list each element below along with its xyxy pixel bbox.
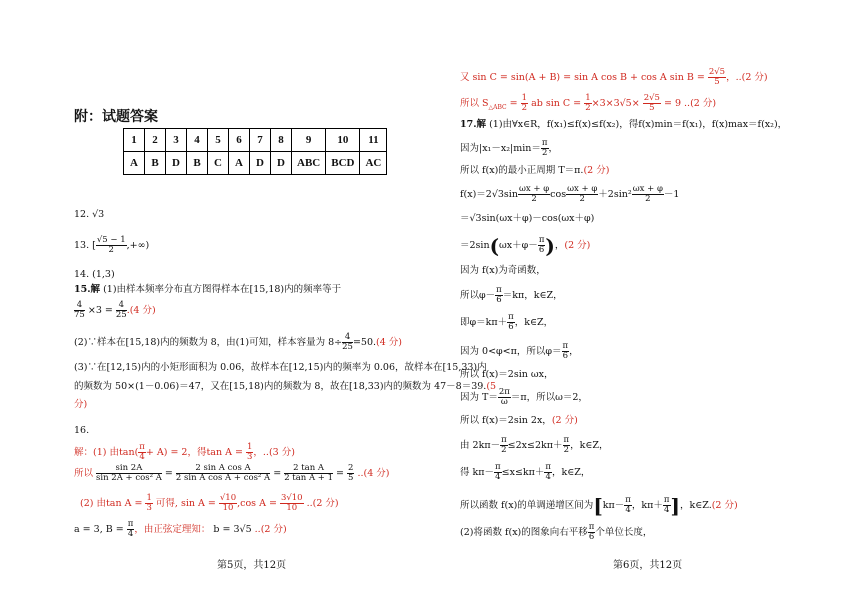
answer-13-num: √5 − 1 [96,235,126,245]
q17-line2 [460,139,558,158]
q17-line2-frac [541,139,549,158]
q17-line16-points: (2 分) [711,500,738,511]
q17-line12-den: ω [500,397,508,407]
q17-line6-a: ＝2sin [460,240,490,251]
answer-16-s2-den: 2 sin A cos A + cos² A [175,473,271,483]
right-area-result: = 9 ..(2 分) [663,98,717,109]
q17-line6-den: 6 [538,245,545,255]
answer-15-frac3 [342,333,353,352]
q17-line15-frac1 [494,463,502,482]
right-paren-icon: ) [545,233,555,258]
q17-line17-num: π [588,522,595,532]
right-sinC-frac [708,68,726,87]
answer-table-answer-cell: AC [360,152,387,175]
right-line-area [460,94,716,114]
answer-table-number-cell: 9 [292,129,326,152]
answer-16-part2 [80,494,339,513]
answer-15-points1: .(4 分) [126,305,156,316]
answer-16-sin-frac [219,494,237,513]
answer-16-part2-a: (2) 由tan A = [80,498,143,509]
right-area-half-num: 1 [521,93,528,103]
q17-line11: 所以 f(x)＝2sin ωx， [460,369,554,380]
answer-16-s1-den: sin 2A + cos² A [96,473,162,483]
q17-line15-f2-den: 4 [545,472,551,482]
answer-15-part1-text: (1)由样本频率分布直方图得样本在[15,18)内的频率等于 [103,284,342,295]
answer-16-sides-b: ，由正弦定理知： [134,524,211,535]
right-area-sinC [643,94,661,113]
answer-16-s3-num: 2 tan A [284,464,333,474]
right-area-so: 所以 S [460,98,489,109]
answer-16-frac-s3 [284,464,333,483]
q17-line16-d: ，k∈Z. [679,500,712,511]
q17-line14-c: ，k∈Z， [570,440,609,451]
q17-line8-frac [495,286,503,305]
answer-table-answer-cell: ABC [292,152,326,175]
answers-title: 附：试题答案 [74,109,158,125]
answer-16-part1-calc: 所以 $\frac{\sin 2A}{\text{sin 2A + cos² A}}$ = $\frac{\text{2 sin A cos A}}{\text{2 sin A cos A + cos² A}}$ = $\frac{\text{2 tan A}}{\text{2 tan A + 1}}$ = $\frac{2}{5}$ ..(4 分) [74,463,390,483]
answer-15-frac1 [74,301,85,320]
answer-16-part1 [74,443,295,462]
q17-line9-num: π [508,312,514,322]
q17-line2-a: 因为|x₁－x₂|min＝ [460,143,541,154]
q17-line16-b: kπ－ [602,500,625,511]
right-area-product: ×3×3√5× [591,98,640,109]
q17-line3-text: 所以 f(x)的最小正周期 T＝π. [460,165,584,176]
answer-16-so: 所以 [74,468,94,479]
q17-line7: 因为 f(x)为奇函数， [460,265,546,276]
answer-16-part2-d: ..(2 分) [306,498,339,509]
right-area-eq: = [509,98,518,109]
q17-line4-f1-num: ωx + φ [518,184,550,194]
q17-line10-num: π [562,341,569,351]
answer-table-answer-cell: B [145,152,166,175]
right-sinC-den: 5 [714,77,720,87]
answer-16-one-third-2-den: 3 [146,503,152,513]
right-area-half-2 [584,94,591,113]
right-bracket-icon: ] [670,493,680,518]
answer-16-one-third-2 [145,494,152,513]
answer-16-pi-over-4 [138,443,146,462]
answer-table-answer-cell: D [166,152,187,175]
answer-table-number-row [124,129,387,152]
left-paren-icon: ( [489,233,500,258]
answer-16-sides-d: ..(2 分) [254,524,287,535]
answer-15-frac3-den: 25 [342,342,353,352]
answer-15-frac2-den: 25 [115,310,127,320]
answer-16-s2-num: 2 sin A cos A [176,464,270,474]
right-area-half2-num: 1 [585,93,591,103]
answer-16-cos-frac [280,494,304,513]
q17-line3-points: (2 分) [583,165,610,176]
q17-line13-text: 所以 f(x)＝2sin 2x， [460,415,552,426]
answer-16-one-third-den: 3 [246,452,253,462]
q17-line16-frac2 [663,496,671,515]
answer-16-one-third-num: 1 [246,442,253,452]
q17-line4-f2-den: 2 [579,194,585,204]
q17-line16-f1-den: 4 [625,505,631,515]
right-area-sub: △ABC [488,103,507,111]
answer-16-s3-den: 2 tan A + 1 [284,473,334,483]
answer-16-cos-den: 10 [286,503,298,513]
q17-line16-a: 所以函数 f(x)的单调递增区间为 [460,500,594,511]
q17-line9 [460,313,553,332]
answer-15-points2: (4 分) [376,337,403,348]
answer-16-part1-c: ，..(3 分) [253,447,295,458]
answer-13-fraction [96,236,127,255]
q17-line16-frac1 [624,496,632,515]
answer-16-cos-num: 3√10 [280,493,303,503]
left-page-footer: 第5页，共12页 [217,560,287,571]
answer-15-part2 [74,333,402,352]
q17-line10-b: ， [569,346,579,357]
q17-line14-b: ≤2x≤2kπ＋ [507,440,563,451]
answer-table-answer-cell: C [208,152,229,175]
q17-line12-b: ＝π，所以ω＝2， [510,392,588,403]
q17-line17-a: (2)将函数 f(x)的图象向右平移 [460,527,588,538]
right-page [430,0,860,607]
q17-line2-den: 2 [541,148,548,158]
answer-table-number-cell: 8 [271,129,292,152]
right-area-half [521,94,528,113]
answer-16-part2-sides [74,520,287,539]
q17-line12-num: 2π [498,387,510,397]
q17-line9-b: ，k∈Z， [514,317,554,328]
answer-15-frac3-num: 4 [342,333,353,343]
q17-line13-points: (2 分) [551,415,578,426]
q17-line6-b: ωx＋φ－ [499,240,538,251]
answer-16-four: 4 [139,452,145,462]
q17-line15-a: 得 kπ－ [460,467,495,478]
q17-line12 [460,388,588,407]
right-area-formula: ab sin C = [531,98,582,109]
q17-line17-den: 6 [588,532,595,542]
answer-12: 12. √3 [74,209,105,220]
answer-16-b-pi: π [127,519,134,529]
q17-line5: ＝√3sin(ωx＋φ)－cos(ωx＋φ) [460,213,595,224]
answer-16-points2: ..(4 分) [357,468,390,479]
q17-line4-f1-den: 2 [531,194,537,204]
q17-line14-f2-den: 2 [563,445,570,455]
right-sinC-num: 2√5 [708,67,726,77]
answer-15-frac2 [116,301,127,320]
q17-part1-line1 [460,118,787,131]
answer-table-number-cell: 3 [166,129,187,152]
answer-16-sides-a: a = 3, B = [74,524,124,535]
answer-table-number-cell: 11 [360,129,387,152]
q17-line4 [460,185,679,204]
answer-14: 14. (1,3) [74,269,115,280]
q17-line4-cos: cos [550,189,567,200]
right-sinC-text: 又 sin C = sin(A + B) = sin A cos B + cos A sin B = [460,72,705,83]
q17-line4-sin2: ＋2sin² [598,189,632,200]
answer-16-part1-a: 解：(1) 由tan( [74,447,139,458]
answer-13-prefix: 13. [ [74,240,96,251]
q17-line15-c: ，k∈Z， [552,467,591,478]
q17-line10 [460,342,579,361]
q17-line4-frac1 [518,185,550,204]
right-line-sinC [460,68,768,87]
right-page-footer: 第6页，共12页 [613,560,683,571]
q17-line2-num: π [541,138,548,148]
answer-15-mid: ×3 = [87,305,113,316]
q17-line15-f1-num: π [495,462,501,472]
answer-16-part2-b: 可得, sin A = [155,498,216,509]
q17-line3 [460,164,609,177]
q17-line4-frac2 [566,185,598,204]
q17-line14-frac2 [563,436,571,455]
answer-15-frac2-num: 4 [116,301,127,311]
left-bracket-icon: [ [593,493,603,518]
right-area-half-den: 2 [521,103,528,113]
answer-table-number-cell: 2 [145,129,166,152]
q17-line14-frac1 [500,436,508,455]
q17-line6 [460,233,591,258]
q17-line10-frac [562,342,570,361]
answer-table-answer-cell: BCD [326,152,360,175]
answer-table-answer-cell: D [271,152,292,175]
q17-line16-c: ，kπ＋ [631,500,663,511]
right-area-sinC-num: 2√5 [643,93,660,103]
answer-15-part1-calc [74,301,156,320]
q17-line14-a: 由 2kπ－ [460,440,501,451]
q17-line17 [460,523,652,542]
answer-table-answer-row [124,152,387,175]
answer-15-part2-text: (2)∵样本在[15,18)内的频数为 8，由(1)可知，样本容量为 8÷ [74,337,343,348]
answer-15-frac1-num: 4 [74,301,85,311]
q17-line6-num: π [538,235,545,245]
answer-15-points3a: (5 [486,381,497,392]
answer-table-number-cell: 4 [187,129,208,152]
q17-line14-f2-num: π [563,435,570,445]
q17-line15-f1-den: 4 [495,472,501,482]
answer-15-part3-line1: (3)∵在[12,15)内的小矩形面积为 0.06，故样本在[12,15)内的频率为 0.06，故样本在[15,33)内 [74,362,487,373]
answer-15-heading: 15.解 [74,284,101,295]
q17-line4-f2-num: ωx + φ [567,184,598,194]
q17-line13 [460,414,578,427]
answer-table-answer-cell: A [229,152,250,175]
right-area-half2-den: 2 [585,103,591,113]
q17-line15 [460,463,590,482]
q17-line8-num: π [496,285,502,295]
q17-line15-b: ≤x≤kπ＋ [501,467,545,478]
answer-16-heading: 16. [74,425,90,436]
q17-line16-f1-num: π [625,495,631,505]
answer-16-frac-s1 [96,464,162,483]
answer-16-part1-b: + A) = 2，得tan A = [145,447,243,458]
q17-line16 [460,493,738,518]
q17-line9-frac [507,313,515,332]
answer-table-number-cell: 1 [124,129,145,152]
q17-line4-f3-num: ωx + φ [632,184,663,194]
answer-16-s4-den: 5 [348,473,354,483]
q17-line15-f2-num: π [545,462,551,472]
answer-table-number-cell: 6 [229,129,250,152]
q17-line4-frac3 [632,185,664,204]
answer-15-frac1-den: 75 [74,310,85,320]
q17-line8-a: 所以φ－ [460,290,496,301]
q17-line12-frac [498,388,511,407]
q17-line14-f1-num: π [501,435,507,445]
answer-15-part2-result: =50. [352,337,377,348]
answer-15-points3b: 分) [74,399,88,410]
answer-16-part2-c: ,cos A = [237,498,277,509]
answer-13-suffix: ,+∞) [126,240,150,251]
q17-line14-f1-den: 2 [501,445,507,455]
right-area-sinC-den: 5 [649,103,655,113]
q17-line16-f2-den: 4 [663,505,670,515]
q17-line15-frac2 [544,463,552,482]
q17-line12-a: 因为 T＝ [460,392,498,403]
q17-line6-points: (2 分) [564,240,591,251]
answer-16-frac-s2 [176,464,270,483]
answer-table-number-cell: 5 [208,129,229,152]
q17-line6-c: ， [554,240,565,251]
q17-line8-b: ＝kπ，k∈Z， [502,290,563,301]
answer-table-number-cell: 7 [250,129,271,152]
q17-line6-frac [538,236,546,255]
q17-line9-a: 即φ＝kπ＋ [460,317,508,328]
answer-16-sides-c: b = 3√5 [213,524,252,535]
q17-line16-f2-num: π [663,495,670,505]
answer-table-answer-cell: B [187,152,208,175]
q17-line8-den: 6 [496,295,502,305]
answer-table [123,128,387,175]
answer-15-part1 [74,283,341,296]
q17-line4-minus1: －1 [663,189,680,200]
answer-16-frac-s4 [347,464,354,483]
q17-line10-den: 6 [562,351,569,361]
answer-table-answer-cell: D [250,152,271,175]
answer-16-pi: π [139,442,145,452]
answer-16-s4-num: 2 [348,463,354,473]
q17-line14 [460,436,609,455]
answer-13-den: 2 [108,245,114,255]
answer-13 [74,236,149,255]
q17-line9-den: 6 [508,322,514,332]
answer-16-s1-num: sin 2A [96,464,162,474]
q17-line4-a: f(x)＝2√3sin [460,189,518,200]
q17-line17-b: 个单位长度， [595,527,653,538]
answer-16-b-four: 4 [127,529,134,539]
q17-heading: 17.解 [460,119,487,130]
answer-table-number-cell: 10 [326,129,360,152]
answer-16-one-third-2-num: 1 [146,493,152,503]
answer-15-part3-text: 的频数为 50×(1－0.06)＝47，又在[15,18)内的频数为 8，故在[18,33)内的频数为 47－8＝39. [74,381,487,392]
answer-16-sin-num: √10 [219,493,237,503]
q17-line2-b: ， [548,143,559,154]
q17-line10-a: 因为 0<φ<π，所以φ＝ [460,346,562,357]
q17-line8 [460,286,563,305]
q17-part1-text: (1)由∀x∈R，f(x₁)≤f(x)≤f(x₂)，得f(x)min＝f(x₁)，f(x)max＝f(x₂)， [489,119,788,130]
right-sinC-points: ，..(2 分) [726,72,768,83]
answer-table-answer-cell: A [124,152,145,175]
q17-line4-f3-den: 2 [645,194,651,204]
answer-16-sin-den: 10 [222,503,234,513]
